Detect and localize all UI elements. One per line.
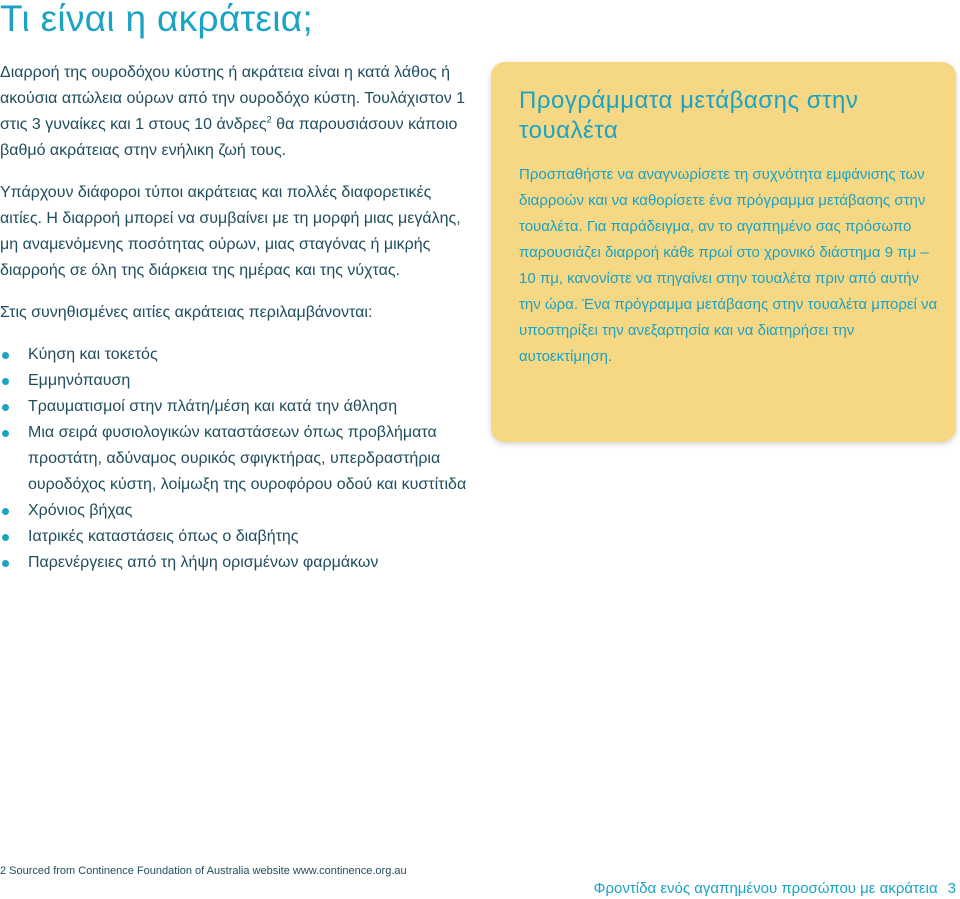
page-title: Τι είναι η ακράτεια;	[0, 0, 314, 39]
list-item: Παρενέργειες από τη λήψη ορισμένων φαρμάκων	[0, 550, 470, 576]
bullet-icon	[2, 352, 9, 359]
main-text-column	[0, 60, 470, 576]
footer-title: Φροντίδα ενός αγαπημένου προσώπου με ακράτεια	[593, 880, 938, 897]
footnote-reference: 2	[266, 114, 272, 125]
intro-text: Διαρροή της ουροδόχου κύστης ή ακράτεια είναι η κατά λάθος ή ακούσια απώλεια ούρων από την ουροδόχο κύστη. Τουλάχιστον 1 στις 3 γυναίκες και 1 στους 10 άνδρες	[0, 64, 466, 133]
intro-paragraph	[0, 60, 470, 164]
causes-intro-paragraph: Στις συνηθισμένες αιτίες ακράτειας περιλαμβάνονται:	[0, 304, 373, 321]
causes-list	[0, 342, 470, 576]
bullet-icon	[2, 534, 9, 541]
list-item: Κύηση και τοκετός	[0, 342, 470, 368]
panel-title: Προγράμματα μετάβασης στην τουαλέτα	[519, 87, 859, 144]
bullet-icon	[2, 430, 9, 437]
page-footer	[594, 880, 956, 897]
intro-text-continued: θα παρουσιάσουν κάποιο βαθμό ακράτειας στην ενήλικη ζωή τους.	[0, 116, 458, 159]
panel-body: Προσπαθήστε να αναγνωρίσετε τη συχνότητα εμφάνισης των διαρροών και να καθορίσετε ένα πρόγραμμα μετάβασης στην τουαλέτα. Για παράδειγμα, αν το αγαπημένο σας πρόσωπο παρουσιάζει διαρροή κάθε πρωί στο χρονικό διάστημα 9 πμ – 10 πμ, κανονίστε να πηγαίνει στην τουαλέτα πριν από αυτήν την ώρα. Ένα πρόγραμμα μετάβασης στην τουαλέτα μπορεί να υποστηρίξει την ανεξαρτησία και να διατηρήσει την αυτοεκτίμηση.	[519, 166, 938, 365]
toilet-program-panel	[491, 62, 956, 442]
types-paragraph: Υπάρχουν διάφοροι τύποι ακράτειας και πολλές διαφορετικές αιτίες. Η διαρροή μπορεί να συμβαίνει με τη μορφή μιας μεγάλης, μη αναμενόμενης ποσότητας ούρων, μιας σταγόνας ή μικρής διαρροής σε όλη της διάρκεια της ημέρας και της νύχτας.	[0, 184, 461, 279]
bullet-icon	[2, 404, 9, 411]
bullet-icon	[2, 508, 9, 515]
list-item: Εμμηνόπαυση	[0, 368, 470, 394]
list-item: Τραυματισμοί στην πλάτη/μέση και κατά την άθληση	[0, 394, 470, 420]
footnote: 2 Sourced from Continence Foundation of Australia website www.continence.org.au	[0, 865, 407, 877]
bullet-icon	[2, 560, 9, 567]
list-item: Χρόνιος βήχας	[0, 498, 470, 524]
list-item: Ιατρικές καταστάσεις όπως ο διαβήτης	[0, 524, 470, 550]
bullet-icon	[2, 378, 9, 385]
page-number: 3	[947, 880, 956, 897]
list-item: Μια σειρά φυσιολογικών καταστάσεων όπως προβλήματα προστάτη, αδύναμος ουρικός σφιγκτήρας, υπερδραστήρια ουροδόχος κύστη, λοίμωξη της ουροφόρου οδού και κυστίτιδα	[0, 420, 470, 498]
